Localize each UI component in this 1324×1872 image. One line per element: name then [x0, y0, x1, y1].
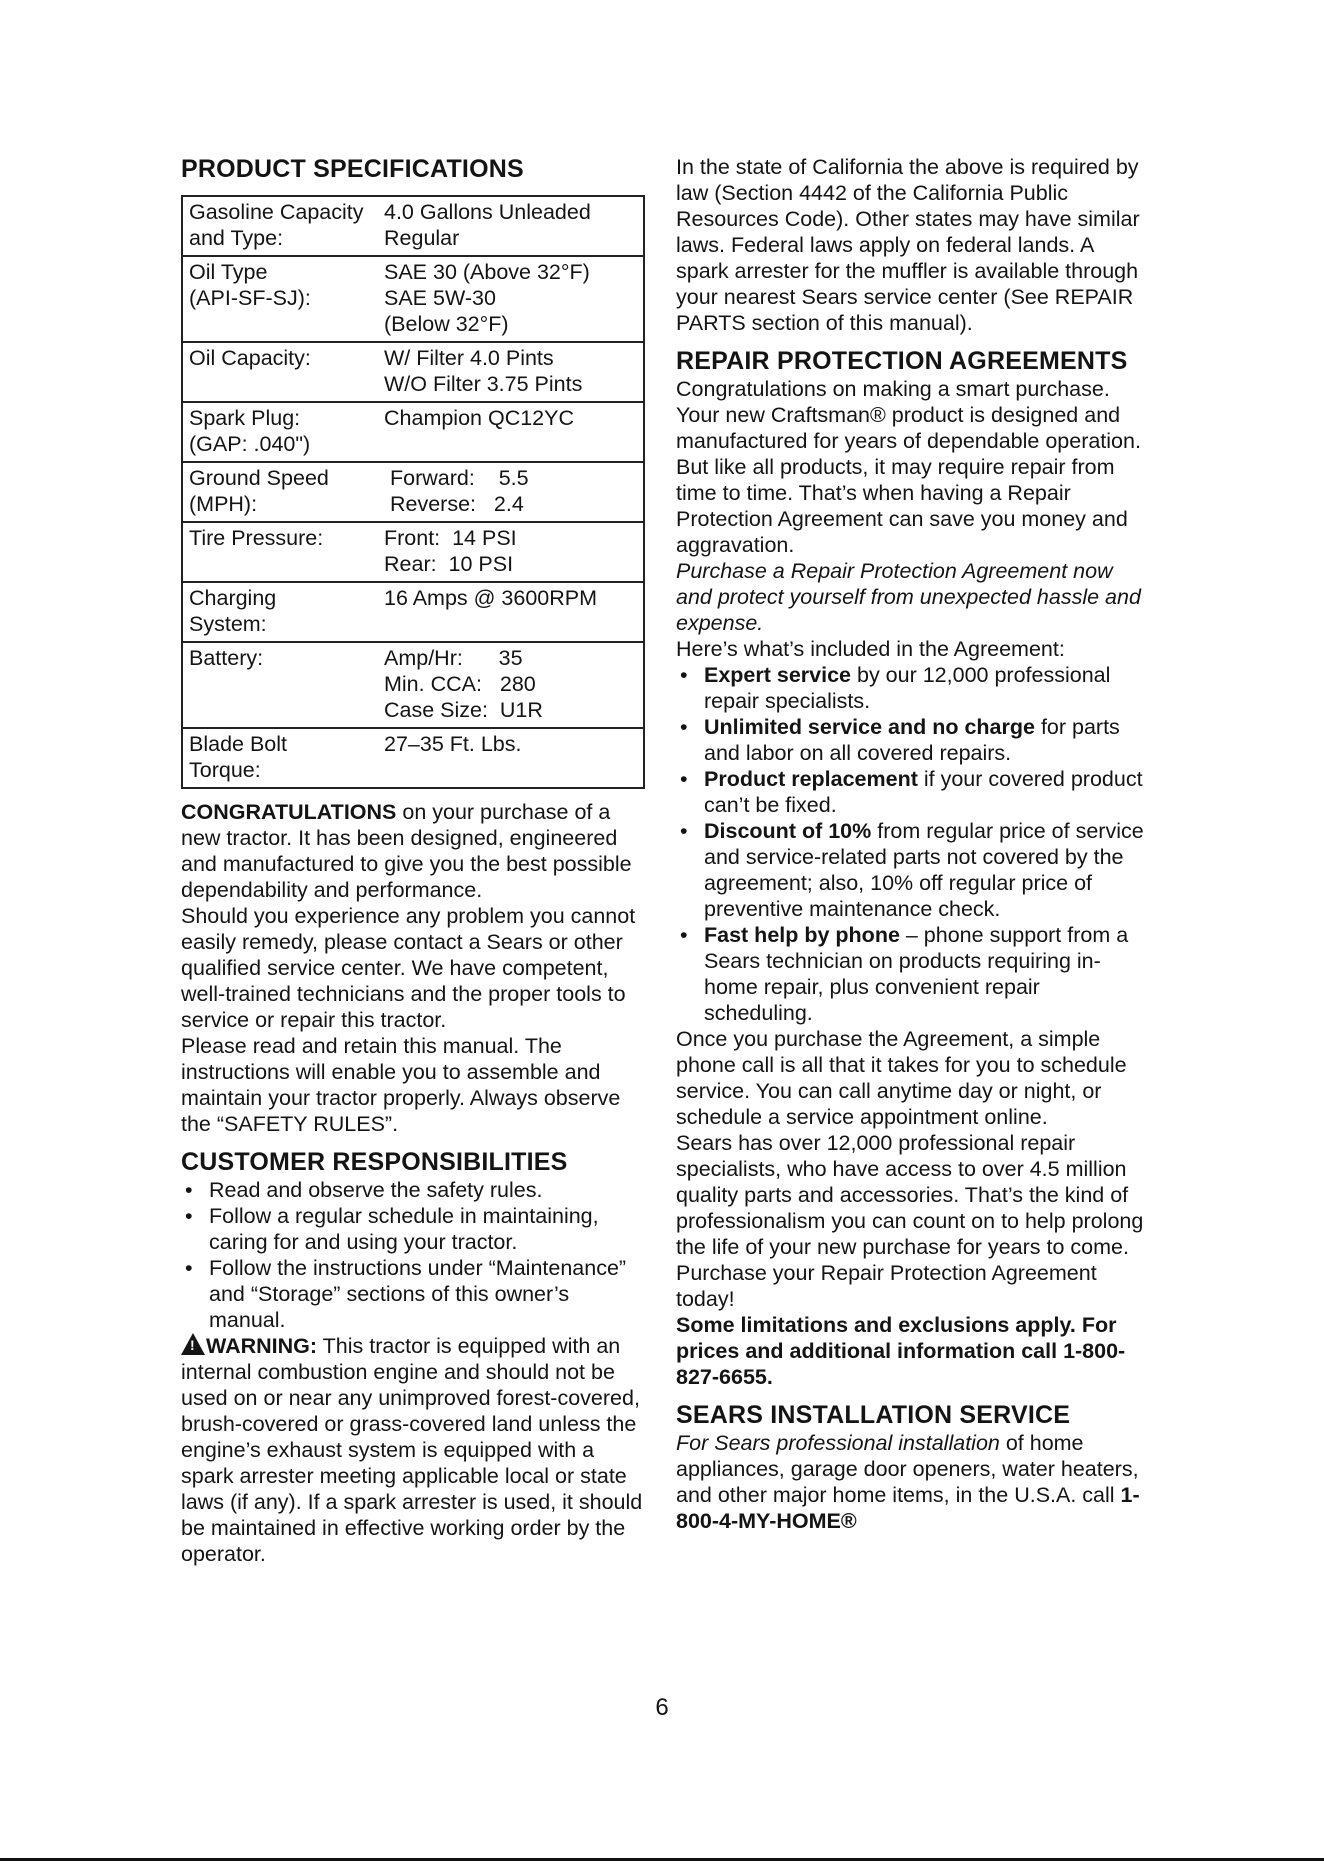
- bottom-rule: [0, 1858, 1324, 1861]
- spec-label: Battery:: [189, 646, 264, 670]
- congratulations-lead: CONGRATULATIONS: [181, 800, 397, 824]
- warning-label: WARNING:: [206, 1334, 318, 1358]
- table-row: [182, 522, 644, 582]
- list-item: • Discount of 10% from regular price of service and service-related parts not covered by the agreement; also, 10% off regular price of preventive maintenance check.: [680, 819, 1144, 921]
- warning-text: This tractor is equipped with an internal combustion engine and should not be used on or near any unimproved forest-covered, brush-covered or grass-covered land unless the engine’s exhaust system is equipped with a spark arrester meeting applicable local or state laws (if any). If a spark arrester is used, it should be maintained in effective working order by the operator.: [181, 1334, 643, 1566]
- problem-paragraph: Should you experience any problem you cannot easily remedy, please contact a Sears or other qualified service center. We have competent, well-trained technicians and the proper tools to service or repair this tractor.: [181, 904, 636, 1032]
- list-item: • Read and observe the safety rules.: [185, 1178, 543, 1202]
- congratulations-paragraph: [181, 799, 647, 903]
- table-row: [182, 402, 644, 462]
- list-item: • Product replacement if your covered product can’t be fixed.: [680, 767, 1143, 817]
- agreement-benefits-list: [676, 662, 1146, 1026]
- benefit-title: Unlimited service and no charge: [704, 715, 1035, 739]
- table-row: [182, 582, 644, 642]
- specifications-table: [181, 195, 645, 789]
- list-item: • Follow a regular schedule in maintaining, caring for and using your tractor.: [185, 1204, 599, 1254]
- spec-label: Gasoline Capacity and Type:: [189, 200, 370, 250]
- list-item: • Follow the instructions under “Maintenance” and “Storage” sections of this owner’s manual.: [185, 1256, 627, 1332]
- benefit-text: for parts and labor on all covered repairs.: [704, 715, 1120, 765]
- spec-value: Front: 14 PSI Rear: 10 PSI: [384, 526, 517, 576]
- benefit-text: if your covered product can’t be fixed.: [704, 767, 1143, 817]
- limitations-paragraph: Some limitations and exclusions apply. For prices and additional information call 1-800-827-6655.: [676, 1313, 1126, 1389]
- congratulations-text: on your purchase of a new tractor. It has been designed, engineered and manufactured to give you the best possible dependability and performance.: [181, 800, 632, 902]
- warning-paragraph: [181, 1333, 647, 1567]
- list-item: • Fast help by phone – phone support from a Sears technician on products requiring in-home repair, plus convenient repair scheduling.: [680, 923, 1129, 1025]
- benefit-title: Discount of 10%: [704, 819, 872, 843]
- table-row: [182, 462, 644, 522]
- product-specifications-heading: PRODUCT SPECIFICATIONS: [181, 155, 524, 183]
- table-row: [182, 642, 644, 728]
- spec-label: Spark Plug: (GAP: .040"): [189, 406, 311, 456]
- spec-label: Ground Speed (MPH):: [189, 466, 329, 516]
- table-row: [182, 256, 644, 342]
- list-item: • Expert service by our 12,000 professional repair specialists.: [680, 663, 1111, 713]
- installation-phone: 1-800-4-MY-HOME®: [676, 1483, 1140, 1533]
- benefit-title: Product replacement: [704, 767, 918, 791]
- once-paragraph: Once you purchase the Agreement, a simple phone call is all that it takes for you to schedule service. You can call anytime day or night, or schedule a service appointment online.: [676, 1027, 1127, 1129]
- repair-italic-paragraph: Purchase a Repair Protection Agreement now and protect yourself from unexpected hassle and expense.: [676, 559, 1141, 635]
- page-number: 6: [655, 1694, 669, 1721]
- table-row: [182, 728, 644, 788]
- spec-label: Charging System:: [189, 586, 277, 636]
- spec-value: W/ Filter 4.0 Pints W/O Filter 3.75 Pints: [384, 346, 583, 396]
- spec-value: Forward: 5.5 Reverse: 2.4: [389, 466, 529, 516]
- sears-has-paragraph: Sears has over 12,000 professional repair specialists, who have access to over 4.5 million quality parts and accessories. That’s the kind of professionalism you can count on to help prolong the life of your new purchase for years to come. Purchase your Repair Protection Agreement today!: [676, 1131, 1144, 1311]
- repair-protection-heading: REPAIR PROTECTION AGREEMENTS: [676, 347, 1128, 375]
- table-row: [182, 342, 644, 402]
- installation-heading: SEARS INSTALLATION SERVICE: [676, 1401, 1071, 1429]
- spec-label: Tire Pressure:: [189, 526, 324, 550]
- installation-italic: For Sears professional installation: [676, 1431, 1000, 1455]
- right-column: [676, 154, 1146, 1534]
- warning-icon: !: [181, 1333, 205, 1355]
- spec-value: 27–35 Ft. Lbs.: [384, 732, 522, 756]
- benefit-title: Expert service: [704, 663, 852, 687]
- spec-value: Amp/Hr: 35 Min. CCA: 280 Case Size: U1R: [384, 646, 543, 722]
- benefit-text: from regular price of service and service-related parts not covered by the agreement; also, 10% off regular price of preventive maintenance check.: [704, 819, 1144, 921]
- list-item: • Unlimited service and no charge for parts and labor on all covered repairs.: [680, 715, 1120, 765]
- repair-intro-paragraph: Congratulations on making a smart purchase. Your new Craftsman® product is designed and manufactured for years of dependable operation. But like all products, it may require repair from time to time. That’s when having a Repair Protection Agreement can save you money and aggravation.: [676, 377, 1141, 557]
- spec-label: Oil Capacity:: [189, 346, 311, 370]
- spec-value: 16 Amps @ 3600RPM: [384, 586, 598, 610]
- benefit-text: by our 12,000 professional repair specialists.: [704, 663, 1111, 713]
- benefit-title: Fast help by phone: [704, 923, 900, 947]
- installation-paragraph: [676, 1430, 1146, 1534]
- spec-label: Oil Type (API-SF-SJ):: [189, 260, 311, 310]
- california-paragraph: In the state of California the above is required by law (Section 4442 of the California Public Resources Code). Other states may have similar laws. Federal laws apply on federal lands. A spark arrester for the muffler is available through your nearest Sears service center (See REPAIR PARTS section of this manual).: [676, 155, 1140, 335]
- manual-paragraph: Please read and retain this manual. The instructions will enable you to assemble and maintain your tractor properly. Always observe the “SAFETY RULES”.: [181, 1034, 621, 1136]
- benefit-text: – phone support from a Sears technician on products requiring in-home repair, plus convenient repair scheduling.: [704, 923, 1129, 1025]
- installation-text: of home appliances, garage door openers, water heaters, and other major home items, in the U.S.A. call: [676, 1431, 1139, 1507]
- spec-label: Blade Bolt Torque:: [189, 732, 288, 782]
- customer-responsibilities-heading: CUSTOMER RESPONSIBILITIES: [181, 1148, 568, 1176]
- spec-value: Champion QC12YC: [384, 406, 575, 430]
- table-row: [182, 196, 644, 256]
- left-column: [181, 154, 647, 1567]
- included-paragraph: Here’s what’s included in the Agreement:: [676, 637, 1065, 661]
- spec-value: SAE 30 (Above 32°F) SAE 5W-30 (Below 32°F): [384, 260, 590, 336]
- responsibilities-list: [181, 1177, 647, 1333]
- spec-value: 4.0 Gallons Unleaded Regular: [384, 200, 591, 250]
